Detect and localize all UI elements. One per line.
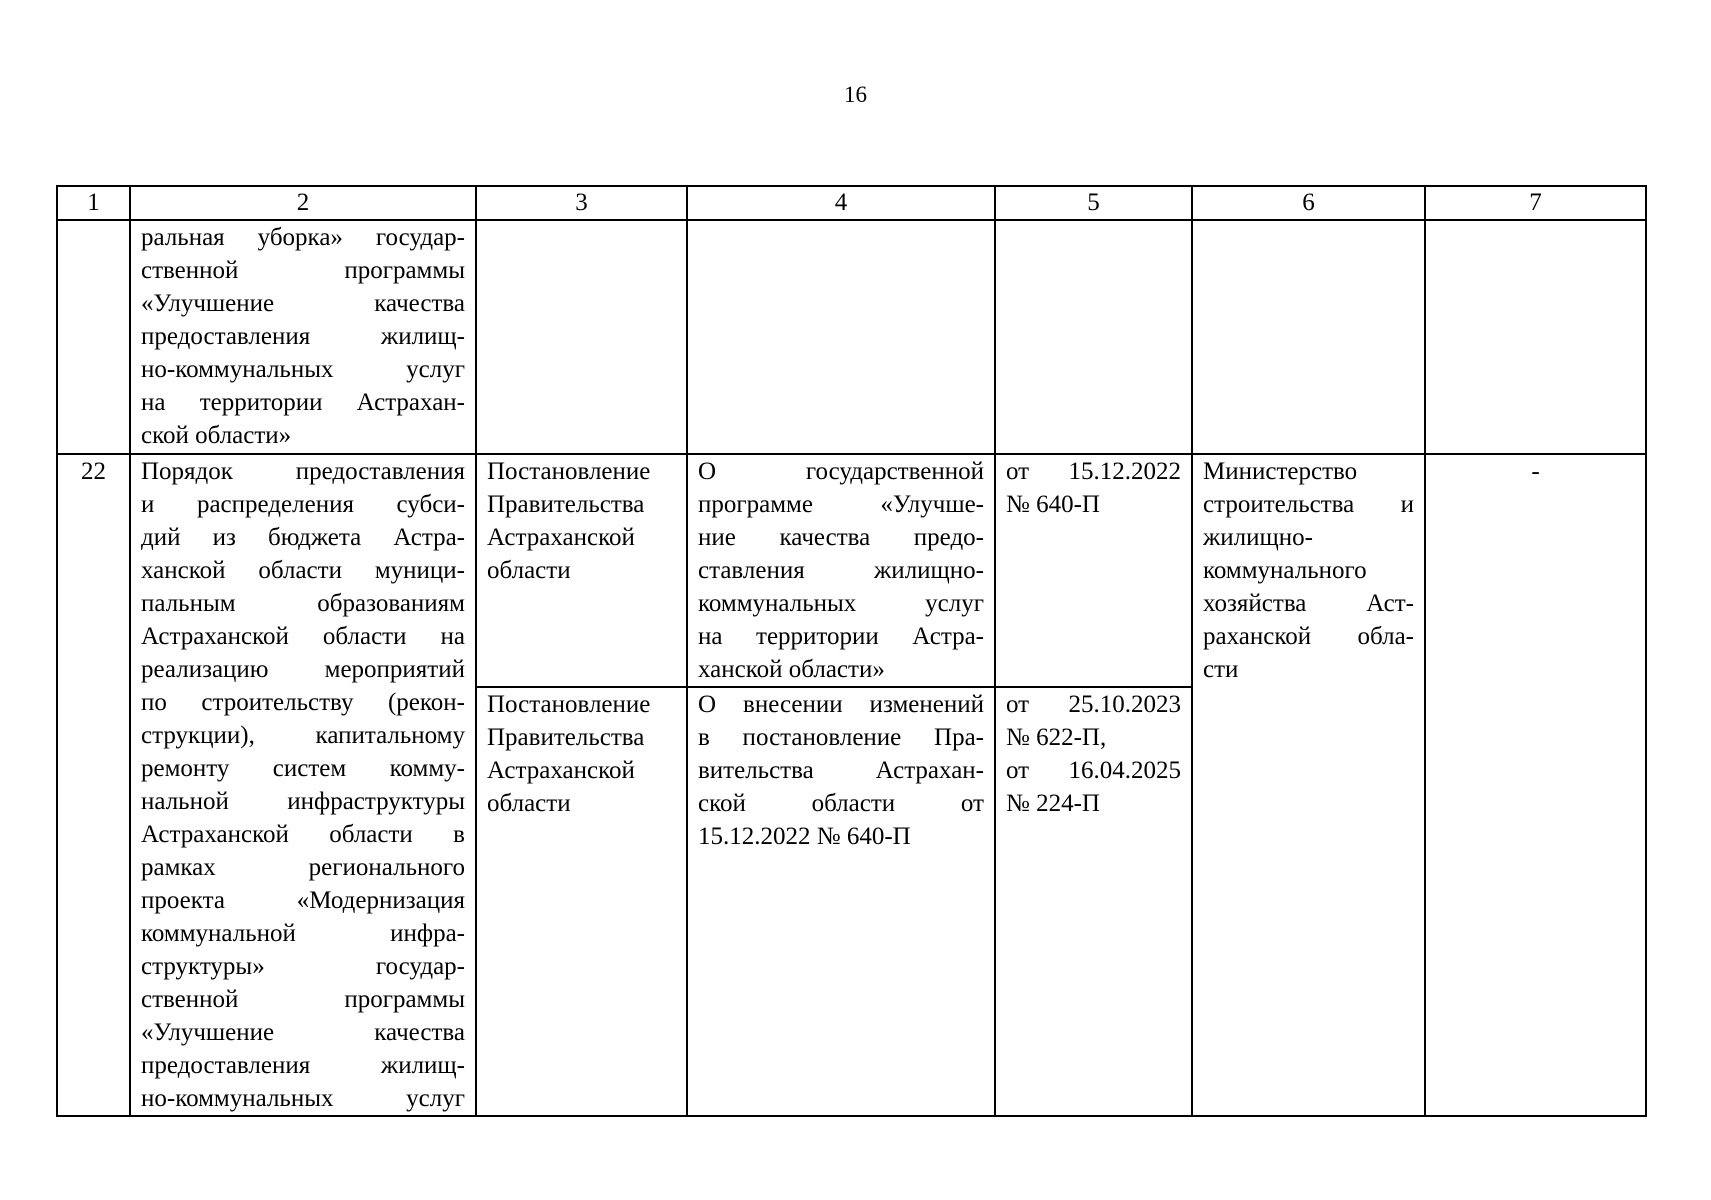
row22-act2-type: Постановление Правительства Астраханской области [476, 687, 687, 1116]
row22-act1-type: Постановление Правительства Астраханской области [476, 454, 687, 687]
row22-document-name: Порядок предоставления и распределения субси- дий из бюджета Астра- ханской области муници- пальным образованиям Астраханской области на реализацию мероприятий по строительству (рекон- струкции), капитальному ремонту систем комму- нальной инфраструктуры Астраханской области в рамках регионального проекта «Модернизация коммунальной инфра- структуры» государ- ственной программы «Улучшение качества предоставления жилищ- но-коммунальных услуг [130, 454, 476, 1116]
header-row [57, 186, 1646, 220]
header-col-2: 2 [130, 186, 476, 220]
row22-act1-date: от 15.12.2022 № 640-П [995, 454, 1192, 687]
header-col-1: 1 [57, 186, 130, 220]
cont-col-3 [476, 220, 687, 454]
cont-col-2: ральная уборка» государ- ственной программы «Улучшение качества предоставления жилищ- но-коммунальных услуг на территории Астрахан- ской области» [130, 220, 476, 454]
cont-col-6 [1192, 220, 1425, 454]
row22-responsible: Министерство строительства и жилищно- коммунального хозяйства Аст- раханской обла- сти [1192, 454, 1425, 1116]
row22-act2-dates: от 25.10.2023 № 622-П, от 16.04.2025 № 224-П [995, 687, 1192, 1116]
header-col-4: 4 [687, 186, 995, 220]
cont-col-7 [1425, 220, 1646, 454]
table-row-22 [57, 454, 1646, 687]
row22-act1-title: О государственной программе «Улучше- ние качества предо- ставления жилищно- коммунальных услуг на территории Астра- ханской области» [687, 454, 995, 687]
row22-notes: - [1425, 454, 1646, 1116]
cont-col-4 [687, 220, 995, 454]
row22-act2-title: О внесении изменений в постановление Пра- вительства Астрахан- ской области от 15.12.2022 № 640-П [687, 687, 995, 1116]
table-row-continuation [57, 220, 1646, 454]
header-col-6: 6 [1192, 186, 1425, 220]
header-col-3: 3 [476, 186, 687, 220]
header-col-7: 7 [1425, 186, 1646, 220]
regulations-table [56, 185, 1647, 1117]
header-col-5: 5 [995, 186, 1192, 220]
cont-col-5 [995, 220, 1192, 454]
page-number: 16 [844, 82, 867, 107]
cont-col-1 [57, 220, 130, 454]
row22-number: 22 [57, 454, 130, 1116]
